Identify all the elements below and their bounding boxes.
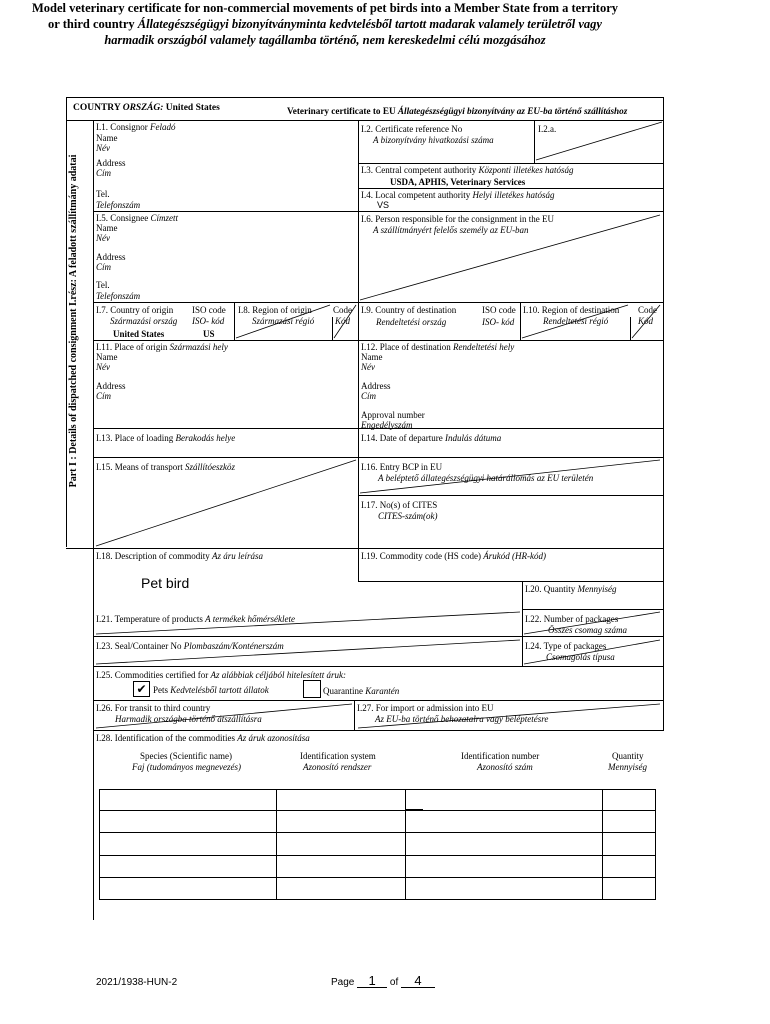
field-i25-label: I.25. Commodities certified for Az alábbiak céljából hitelesített áruk: <box>96 670 346 680</box>
field-i22-label: I.22. Number of packages <box>525 614 619 624</box>
field-i4-label: I.4. Local competent authority Helyi illetékes hatóság <box>361 190 555 200</box>
footer-form-code: 2021/1938-HUN-2 <box>96 977 178 988</box>
field-i7-label: I.7. Country of origin <box>96 305 174 315</box>
approval-number-label: Approval number <box>361 410 425 420</box>
page-number: 1 <box>357 974 387 988</box>
i1-name-label: Name <box>96 133 118 143</box>
country-label: COUNTRY ORSZÁG: United States <box>73 103 220 113</box>
field-i1-label: I.1. Consignor Feladó <box>96 122 176 132</box>
i4-value: VS <box>377 200 390 210</box>
pets-checkbox[interactable]: ✔ <box>133 681 150 697</box>
col-species-header: Species (Scientific name) <box>140 751 232 761</box>
field-i27-label: I.27. For import or admission into EU <box>357 703 494 713</box>
field-i13-label: I.13. Place of loading Berakodás helye <box>96 433 236 443</box>
field-i8-label: I.8. Region of origin <box>238 305 312 315</box>
certificate-to-eu-label: Veterinary certificate to EU Állategészségügyi bizonyítvány az EU-ba történő szállításhoz <box>287 106 628 116</box>
footer-page-indicator: Page 1 of 4 <box>331 974 435 988</box>
field-i2a-label: I.2.a. <box>538 124 557 134</box>
part1-side-label: Part I : Details of dispatched consignment I.rész: A feladott szállítmány adatai <box>68 154 79 488</box>
field-i28-label: I.28. Identification of the commodities Az áruk azonosítása <box>96 733 310 743</box>
table-row <box>99 855 656 856</box>
table-row <box>99 899 656 900</box>
field-i14-label: I.14. Date of departure Indulás dátuma <box>361 433 502 443</box>
title-line-3: harmadik országból valamely tagállamba történő, nem kereskedelmi célú mozgásához <box>104 33 546 47</box>
table-row <box>99 810 656 811</box>
i7-country-value: United States <box>113 329 165 339</box>
field-i12-label: I.12. Place of destination Rendeltetési hely <box>361 342 515 352</box>
field-i17-label: I.17. No(s) of CITES <box>361 500 438 510</box>
field-i16-label: I.16. Entry BCP in EU <box>361 462 443 472</box>
field-i6-label: I.6. Person responsible for the consignment in the EU <box>361 214 554 224</box>
field-i26-label: I.26. For transit to third country <box>96 703 211 713</box>
pets-label: Pets Kedvtelésből tartott állatok <box>153 685 269 695</box>
field-i18-label: I.18. Description of commodity Az áru leírása <box>96 551 263 561</box>
col-idnumber-header: Identification number <box>461 751 540 761</box>
table-row <box>99 832 656 833</box>
i3-authority-value: USDA, APHIS, Veterinary Services <box>390 177 526 187</box>
field-i11-label: I.11. Place of origin Származási hely <box>96 342 228 352</box>
i7-iso-value: US <box>203 329 215 339</box>
field-i15-label: I.15. Means of transport Szállítóeszköz <box>96 462 235 472</box>
col-quantity-header: Quantity <box>612 751 644 761</box>
quarantine-checkbox[interactable] <box>303 680 321 698</box>
field-i2-label: I.2. Certificate reference No <box>361 124 463 134</box>
i1-address-label: Address <box>96 158 126 168</box>
col-idsystem-header: Identification system <box>300 751 376 761</box>
field-i3-label: I.3. Central competent authority Központi illetékes hatóság <box>361 165 574 175</box>
field-i23-label: I.23. Seal/Container No Plombaszám/Konténerszám <box>96 641 284 651</box>
field-i20-label: I.20. Quantity Mennyiség <box>525 584 617 594</box>
i18-commodity-value: Pet bird <box>141 575 190 591</box>
field-i10-label: I.10. Region of destination <box>523 305 620 315</box>
field-i5-label: I.5. Consignee Címzett <box>96 213 179 223</box>
table-row <box>99 877 656 878</box>
i1-tel-label: Tel. <box>96 189 110 199</box>
field-i24-label: I.24. Type of packages <box>525 641 607 651</box>
page-total: 4 <box>401 974 435 988</box>
field-i21-label: I.21. Temperature of products A termékek hőmérséklete <box>96 614 295 624</box>
field-i9-label: I.9. Country of destination <box>361 305 457 315</box>
quarantine-label: Quarantine Karantén <box>323 686 400 696</box>
field-i19-label: I.19. Commodity code (HS code) Árukód (HR-kód) <box>361 551 546 561</box>
title-line-1: Model veterinary certificate for non-commercial movements of pet birds into a Member State from a territory <box>31 1 619 15</box>
title-line-2: or third country Állategészségügyi bizonyítványminta kedvtelésből tartott madarak valamely területről vagy <box>48 17 602 31</box>
